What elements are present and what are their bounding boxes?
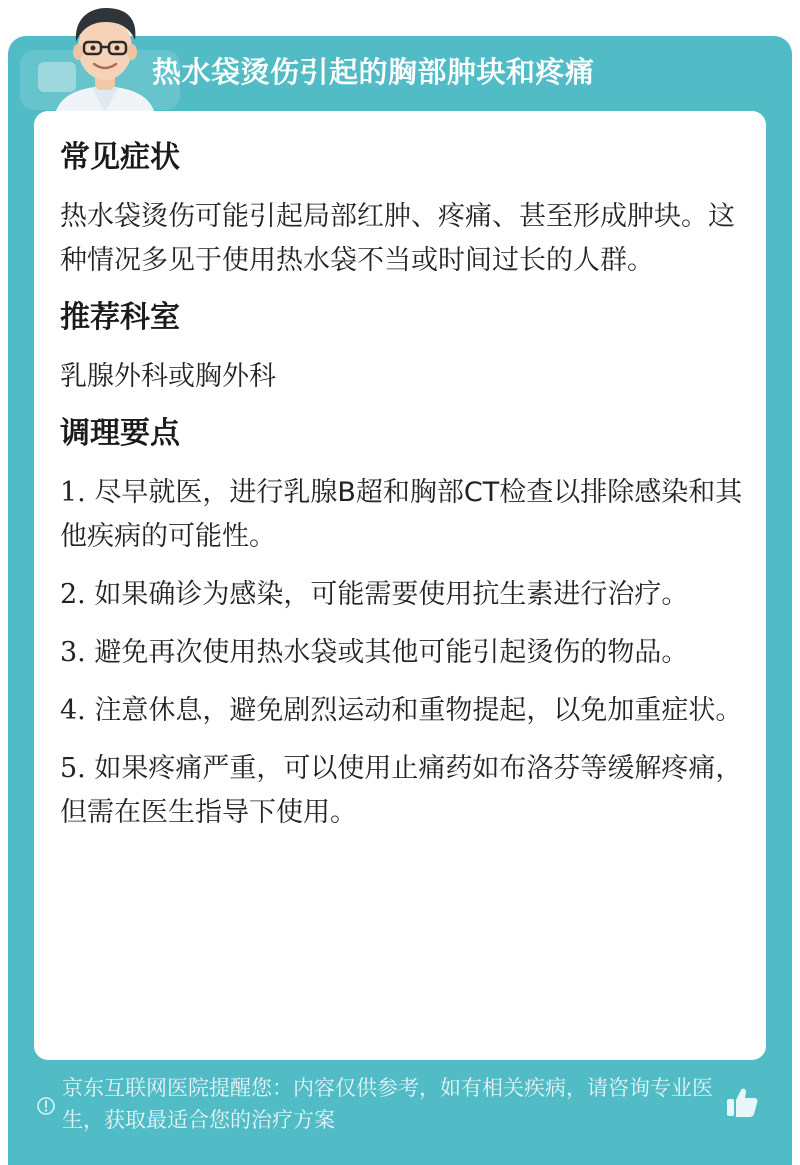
list-item	[60, 747, 750, 835]
content-card	[34, 111, 766, 1060]
disclaimer-footer	[34, 1072, 766, 1152]
item-number: 4.	[60, 695, 86, 726]
card-content	[60, 135, 750, 849]
department-text: 乳腺外科或胸外科	[60, 361, 276, 392]
item-text: 注意休息，避免剧烈运动和重物提起，以免加重症状。	[94, 695, 743, 726]
symptoms-text: 热水袋烫伤可能引起局部红肿、疼痛、甚至形成肿块。这种情况多见于使用热水袋不当或时间过长的人群。	[60, 201, 735, 276]
care-heading: 调理要点	[60, 416, 180, 451]
item-text: 尽早就医，进行乳腺B超和胸部CT检查以排除感染和其他疾病的可能性。	[60, 477, 743, 552]
department-heading: 推荐科室	[60, 300, 180, 335]
item-number: 1.	[60, 477, 86, 508]
item-text: 避免再次使用热水袋或其他可能引起烫伤的物品。	[94, 637, 689, 668]
symptoms-heading: 常见症状	[60, 140, 180, 175]
list-item	[60, 471, 750, 559]
list-item	[60, 573, 750, 617]
disclaimer-text: 京东互联网医院提醒您：内容仅供参考，如有相关疾病，请咨询专业医生，获取最适合您的治疗方案	[62, 1076, 713, 1132]
item-number: 5.	[60, 753, 86, 784]
item-number: 3.	[60, 637, 86, 668]
list-item	[60, 631, 750, 675]
item-text: 如果确诊为感染，可能需要使用抗生素进行治疗。	[94, 579, 689, 610]
care-list	[60, 471, 750, 835]
info-icon	[36, 1096, 56, 1116]
page-title: 热水袋烫伤引起的胸部肿块和疼痛	[152, 55, 595, 89]
item-number: 2.	[60, 579, 86, 610]
doctor-avatar	[40, 0, 170, 118]
thumbs-up-icon[interactable]	[724, 1084, 760, 1120]
item-text: 如果疼痛严重，可以使用止痛药如布洛芬等缓解疼痛，但需在医生指导下使用。	[60, 753, 743, 828]
list-item	[60, 689, 750, 733]
